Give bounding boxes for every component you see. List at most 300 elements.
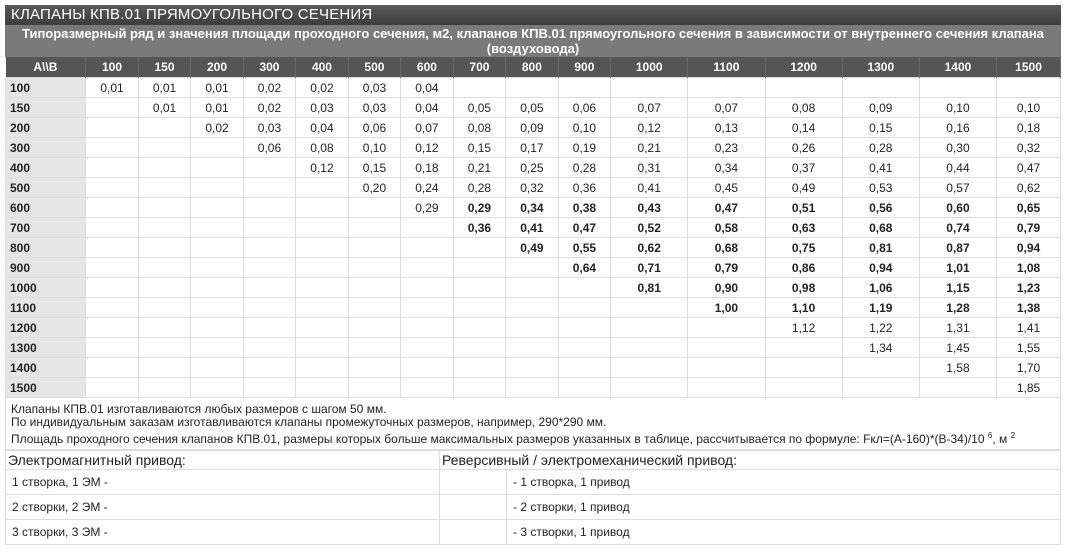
- table-cell: 0,29: [453, 198, 505, 218]
- table-cell: [191, 318, 243, 338]
- table-cell: [86, 238, 138, 258]
- table-cell: [453, 318, 505, 338]
- table-cell: 0,03: [348, 78, 400, 98]
- table-cell: [86, 378, 138, 398]
- table-cell: [296, 258, 348, 278]
- table-cell: [348, 298, 400, 318]
- table-cell: 1,12: [765, 318, 842, 338]
- table-cell: [348, 318, 400, 338]
- table-cell: 0,68: [688, 238, 765, 258]
- table-cell: 0,36: [558, 178, 610, 198]
- table-cell: [765, 338, 842, 358]
- table-cell: 0,25: [506, 158, 558, 178]
- table-cell: [191, 138, 243, 158]
- reversible-option: - 1 створка, 1 привод: [507, 470, 1061, 495]
- table-cell: 0,04: [296, 118, 348, 138]
- table-cell: [611, 338, 688, 358]
- table-cell: [138, 178, 190, 198]
- table-row: [6, 178, 1061, 198]
- table-cell: 0,34: [688, 158, 765, 178]
- table-cell: [191, 258, 243, 278]
- table-cell: 0,04: [401, 98, 453, 118]
- table-cell: 0,58: [688, 218, 765, 238]
- table-cell: [296, 298, 348, 318]
- table-cell: [453, 378, 505, 398]
- reversible-option: - 2 створки, 1 привод: [507, 495, 1061, 520]
- table-cell: 1,00: [688, 298, 765, 318]
- page-title: КЛАПАНЫ КПВ.01 ПРЯМОУГОЛЬНОГО СЕЧЕНИЯ: [5, 5, 1061, 25]
- table-cell: 1,85: [997, 378, 1061, 398]
- table-cell: [138, 278, 190, 298]
- row-header: 1400: [6, 358, 86, 378]
- row-header: 800: [6, 238, 86, 258]
- table-cell: [688, 358, 765, 378]
- table-cell: 0,17: [506, 138, 558, 158]
- note-step: Клапаны КПВ.01 изготавливаются любых размеров с шагом 50 мм.: [11, 402, 387, 416]
- table-cell: [86, 178, 138, 198]
- notes-block: [5, 398, 1061, 450]
- table-cell: 0,62: [611, 238, 688, 258]
- table-cell: [611, 358, 688, 378]
- table-cell: [765, 378, 842, 398]
- table-cell: [401, 298, 453, 318]
- table-cell: 0,07: [688, 98, 765, 118]
- table-cell: 0,41: [611, 178, 688, 198]
- table-cell: [453, 358, 505, 378]
- table-row: [6, 238, 1061, 258]
- table-cell: 0,56: [842, 198, 919, 218]
- table-cell: [243, 358, 295, 378]
- table-cell: [401, 238, 453, 258]
- table-cell: 1,41: [997, 318, 1061, 338]
- table-row: [6, 298, 1061, 318]
- table-cell: [296, 378, 348, 398]
- table-cell: 0,38: [558, 198, 610, 218]
- table-cell: 1,10: [765, 298, 842, 318]
- table-cell: 0,60: [919, 198, 996, 218]
- table-cell: [453, 298, 505, 318]
- table-cell: [558, 358, 610, 378]
- table-cell: [138, 358, 190, 378]
- table-cell: 0,12: [296, 158, 348, 178]
- table-cell: 0,02: [296, 78, 348, 98]
- table-cell: [611, 378, 688, 398]
- table-cell: [506, 258, 558, 278]
- table-row: [6, 78, 1061, 98]
- table-cell: 0,06: [348, 118, 400, 138]
- table-cell: 0,06: [558, 98, 610, 118]
- table-row: [6, 118, 1061, 138]
- table-cell: [86, 218, 138, 238]
- table-cell: [919, 378, 996, 398]
- table-cell: 0,68: [842, 218, 919, 238]
- table-cell: 0,10: [558, 118, 610, 138]
- table-cell: 0,29: [401, 198, 453, 218]
- table-cell: 0,55: [558, 238, 610, 258]
- table-cell: [191, 378, 243, 398]
- table-cell: [453, 278, 505, 298]
- table-cell: [401, 338, 453, 358]
- table-cell: [296, 338, 348, 358]
- table-cell: [86, 338, 138, 358]
- table-cell: 0,45: [688, 178, 765, 198]
- table-cell: 0,24: [401, 178, 453, 198]
- table-cell: 0,52: [611, 218, 688, 238]
- valve-spec-panel: [5, 5, 1061, 545]
- table-cell: [558, 278, 610, 298]
- table-cell: 1,45: [919, 338, 996, 358]
- column-header: 1200: [765, 57, 842, 78]
- table-cell: 0,03: [348, 98, 400, 118]
- row-header: 1300: [6, 338, 86, 358]
- table-cell: 0,64: [558, 258, 610, 278]
- table-cell: 0,41: [842, 158, 919, 178]
- table-row: [6, 278, 1061, 298]
- table-cell: [765, 358, 842, 378]
- table-cell: [243, 178, 295, 198]
- table-cell: 0,09: [506, 118, 558, 138]
- column-header: 1400: [919, 57, 996, 78]
- table-cell: 1,58: [919, 358, 996, 378]
- row-header: 1000: [6, 278, 86, 298]
- table-cell: 1,19: [842, 298, 919, 318]
- note-formula-unit: , м: [992, 432, 1008, 446]
- table-cell: [558, 318, 610, 338]
- row-header: 100: [6, 78, 86, 98]
- table-cell: [243, 158, 295, 178]
- table-row: [6, 98, 1061, 118]
- table-cell: [296, 318, 348, 338]
- table-cell: 0,01: [86, 78, 138, 98]
- table-cell: 1,08: [997, 258, 1061, 278]
- table-cell: [138, 318, 190, 338]
- table-cell: [243, 378, 295, 398]
- table-cell: 1,31: [919, 318, 996, 338]
- table-cell: 0,03: [296, 98, 348, 118]
- table-cell: 0,20: [348, 178, 400, 198]
- table-cell: 0,01: [191, 78, 243, 98]
- table-cell: 1,34: [842, 338, 919, 358]
- table-cell: [348, 338, 400, 358]
- table-cell: [243, 258, 295, 278]
- electromagnetic-option: 2 створки, 2 ЭМ -: [6, 495, 440, 520]
- table-cell: [506, 378, 558, 398]
- table-cell: 0,02: [243, 98, 295, 118]
- table-cell: [401, 378, 453, 398]
- table-cell: 0,03: [243, 118, 295, 138]
- table-cell: 0,13: [688, 118, 765, 138]
- table-cell: [296, 358, 348, 378]
- table-cell: 0,36: [453, 218, 505, 238]
- table-subtitle: Типоразмерный ряд и значения площади проходного сечения, м2, клапанов КПВ.01 прямоугольного сечения в зависимости от внутреннего сечения клапана (воздуховода): [5, 25, 1061, 57]
- row-header: 900: [6, 258, 86, 278]
- table-cell: [348, 278, 400, 298]
- table-cell: [453, 338, 505, 358]
- table-cell: 0,05: [506, 98, 558, 118]
- table-cell: 1,55: [997, 338, 1061, 358]
- table-cell: [401, 218, 453, 238]
- table-cell: [243, 318, 295, 338]
- column-header: 600: [401, 57, 453, 78]
- table-cell: [506, 78, 558, 98]
- table-cell: [138, 238, 190, 258]
- column-header: 1300: [842, 57, 919, 78]
- drive-spacer: [440, 520, 507, 545]
- table-cell: 0,41: [506, 218, 558, 238]
- table-cell: 0,94: [842, 258, 919, 278]
- table-cell: 0,08: [453, 118, 505, 138]
- table-cell: 0,57: [919, 178, 996, 198]
- table-cell: [243, 278, 295, 298]
- note-formula-unit-exp: 2: [1010, 431, 1016, 440]
- electromagnetic-drive-title: Электромагнитный привод:: [6, 451, 440, 470]
- table-cell: [191, 158, 243, 178]
- table-cell: [558, 378, 610, 398]
- table-row: [6, 318, 1061, 338]
- table-cell: 0,26: [765, 138, 842, 158]
- column-header: 700: [453, 57, 505, 78]
- table-cell: [506, 278, 558, 298]
- table-cell: 0,10: [919, 98, 996, 118]
- table-cell: 0,47: [688, 198, 765, 218]
- table-cell: 0,18: [997, 118, 1061, 138]
- table-cell: 0,21: [453, 158, 505, 178]
- table-cell: 1,22: [842, 318, 919, 338]
- table-cell: [401, 358, 453, 378]
- table-cell: [997, 78, 1061, 98]
- table-cell: 0,28: [558, 158, 610, 178]
- column-header: 1100: [688, 57, 765, 78]
- row-header: 300: [6, 138, 86, 158]
- table-cell: [558, 338, 610, 358]
- table-cell: [296, 278, 348, 298]
- table-cell: 0,94: [997, 238, 1061, 258]
- drive-row: [6, 495, 1061, 520]
- column-header: 400: [296, 57, 348, 78]
- column-header: 300: [243, 57, 295, 78]
- table-cell: [688, 338, 765, 358]
- table-cell: 0,71: [611, 258, 688, 278]
- table-cell: 1,01: [919, 258, 996, 278]
- drive-spacer: [440, 470, 507, 495]
- table-cell: 1,06: [842, 278, 919, 298]
- table-cell: 0,04: [401, 78, 453, 98]
- table-cell: [611, 298, 688, 318]
- table-cell: [611, 318, 688, 338]
- table-cell: [138, 218, 190, 238]
- table-cell: 1,70: [997, 358, 1061, 378]
- table-cell: 0,10: [348, 138, 400, 158]
- table-cell: 0,21: [611, 138, 688, 158]
- table-cell: [296, 218, 348, 238]
- table-cell: [765, 78, 842, 98]
- table-cell: [506, 318, 558, 338]
- table-cell: 0,63: [765, 218, 842, 238]
- table-cell: [506, 298, 558, 318]
- table-cell: [558, 78, 610, 98]
- table-cell: 0,47: [558, 218, 610, 238]
- table-row: [6, 358, 1061, 378]
- table-cell: 0,16: [919, 118, 996, 138]
- table-cell: [138, 158, 190, 178]
- table-cell: 0,87: [919, 238, 996, 258]
- table-cell: 0,19: [558, 138, 610, 158]
- table-cell: [243, 238, 295, 258]
- column-header: 500: [348, 57, 400, 78]
- row-header: 1100: [6, 298, 86, 318]
- table-cell: [191, 218, 243, 238]
- table-cell: 0,47: [997, 158, 1061, 178]
- column-header: 150: [138, 57, 190, 78]
- table-cell: 0,31: [611, 158, 688, 178]
- table-cell: [138, 138, 190, 158]
- table-cell: [688, 318, 765, 338]
- table-cell: [86, 138, 138, 158]
- electromagnetic-option: 1 створка, 1 ЭМ -: [6, 470, 440, 495]
- table-cell: [86, 118, 138, 138]
- table-cell: 0,98: [765, 278, 842, 298]
- table-cell: [86, 98, 138, 118]
- table-row: [6, 158, 1061, 178]
- table-cell: 0,01: [191, 98, 243, 118]
- column-header: 900: [558, 57, 610, 78]
- table-cell: 0,51: [765, 198, 842, 218]
- table-cell: 0,12: [611, 118, 688, 138]
- table-cell: 0,49: [765, 178, 842, 198]
- table-cell: 0,01: [138, 98, 190, 118]
- table-cell: 1,23: [997, 278, 1061, 298]
- table-row: [6, 218, 1061, 238]
- table-cell: 0,06: [243, 138, 295, 158]
- table-cell: 0,08: [765, 98, 842, 118]
- column-header: 800: [506, 57, 558, 78]
- table-cell: 0,18: [401, 158, 453, 178]
- table-cell: 0,14: [765, 118, 842, 138]
- table-cell: 0,34: [506, 198, 558, 218]
- table-cell: [191, 238, 243, 258]
- table-cell: [506, 338, 558, 358]
- table-cell: [453, 238, 505, 258]
- table-cell: [401, 258, 453, 278]
- note-formula-text: Площадь проходного сечения клапанов КПВ.01, размеры которых больше максимальных размеров указанных в таблице, рассчитывается по формуле: Fкл=(A-160)*(B-34)/10: [11, 432, 985, 446]
- table-cell: [842, 78, 919, 98]
- table-cell: 0,10: [997, 98, 1061, 118]
- table-cell: [453, 78, 505, 98]
- table-cell: [296, 178, 348, 198]
- table-cell: [296, 238, 348, 258]
- table-row: [6, 138, 1061, 158]
- table-cell: [86, 358, 138, 378]
- table-row: [6, 378, 1061, 398]
- table-row: [6, 258, 1061, 278]
- column-header: 1500: [997, 57, 1061, 78]
- column-header: 1000: [611, 57, 688, 78]
- table-cell: 0,79: [688, 258, 765, 278]
- table-cell: [688, 78, 765, 98]
- note-custom: По индивидуальным заказам изготавливаются клапаны промежуточных размеров, например, 290*290 мм.: [11, 415, 607, 429]
- table-cell: 1,15: [919, 278, 996, 298]
- table-cell: 0,65: [997, 198, 1061, 218]
- table-cell: 0,08: [296, 138, 348, 158]
- table-cell: [842, 358, 919, 378]
- table-cell: [191, 178, 243, 198]
- table-cell: [842, 378, 919, 398]
- table-cell: [243, 338, 295, 358]
- table-cell: 0,09: [842, 98, 919, 118]
- table-cell: [138, 338, 190, 358]
- table-cell: [86, 278, 138, 298]
- table-cell: 0,01: [138, 78, 190, 98]
- table-cell: [296, 198, 348, 218]
- table-cell: [191, 358, 243, 378]
- table-cell: [243, 198, 295, 218]
- table-cell: [688, 378, 765, 398]
- table-cell: 0,07: [401, 118, 453, 138]
- table-cell: [138, 298, 190, 318]
- table-row: [6, 198, 1061, 218]
- area-table: [5, 57, 1061, 398]
- table-cell: 0,49: [506, 238, 558, 258]
- table-cell: 1,38: [997, 298, 1061, 318]
- table-cell: [506, 358, 558, 378]
- table-cell: [401, 318, 453, 338]
- table-cell: [138, 258, 190, 278]
- table-cell: 0,12: [401, 138, 453, 158]
- table-cell: 0,02: [191, 118, 243, 138]
- table-cell: [401, 278, 453, 298]
- table-cell: [348, 218, 400, 238]
- table-cell: 0,32: [506, 178, 558, 198]
- note-formula-exp: 6: [987, 431, 993, 440]
- table-cell: [191, 298, 243, 318]
- table-cell: 1,28: [919, 298, 996, 318]
- table-cell: 0,86: [765, 258, 842, 278]
- drive-header-row: [6, 451, 1061, 470]
- table-cell: 0,75: [765, 238, 842, 258]
- table-cell: [453, 258, 505, 278]
- row-header: 600: [6, 198, 86, 218]
- table-cell: 0,43: [611, 198, 688, 218]
- table-cell: 0,37: [765, 158, 842, 178]
- table-cell: [86, 198, 138, 218]
- row-header: 1500: [6, 378, 86, 398]
- reversible-option: - 3 створки, 1 привод: [507, 520, 1061, 545]
- table-cell: [348, 358, 400, 378]
- table-cell: [138, 118, 190, 138]
- table-cell: 0,79: [997, 218, 1061, 238]
- table-cell: [86, 258, 138, 278]
- table-cell: [348, 198, 400, 218]
- row-header: 700: [6, 218, 86, 238]
- row-header: 400: [6, 158, 86, 178]
- table-cell: [611, 78, 688, 98]
- table-cell: 0,05: [453, 98, 505, 118]
- table-cell: 0,15: [842, 118, 919, 138]
- table-cell: 0,32: [997, 138, 1061, 158]
- table-cell: 0,23: [688, 138, 765, 158]
- table-cell: [348, 238, 400, 258]
- row-header: 500: [6, 178, 86, 198]
- table-cell: 0,02: [243, 78, 295, 98]
- drive-table: [5, 450, 1061, 545]
- table-cell: 0,74: [919, 218, 996, 238]
- table-cell: [138, 378, 190, 398]
- table-cell: [191, 278, 243, 298]
- row-header: 150: [6, 98, 86, 118]
- table-cell: [348, 258, 400, 278]
- table-cell: 0,81: [611, 278, 688, 298]
- drive-row: [6, 520, 1061, 545]
